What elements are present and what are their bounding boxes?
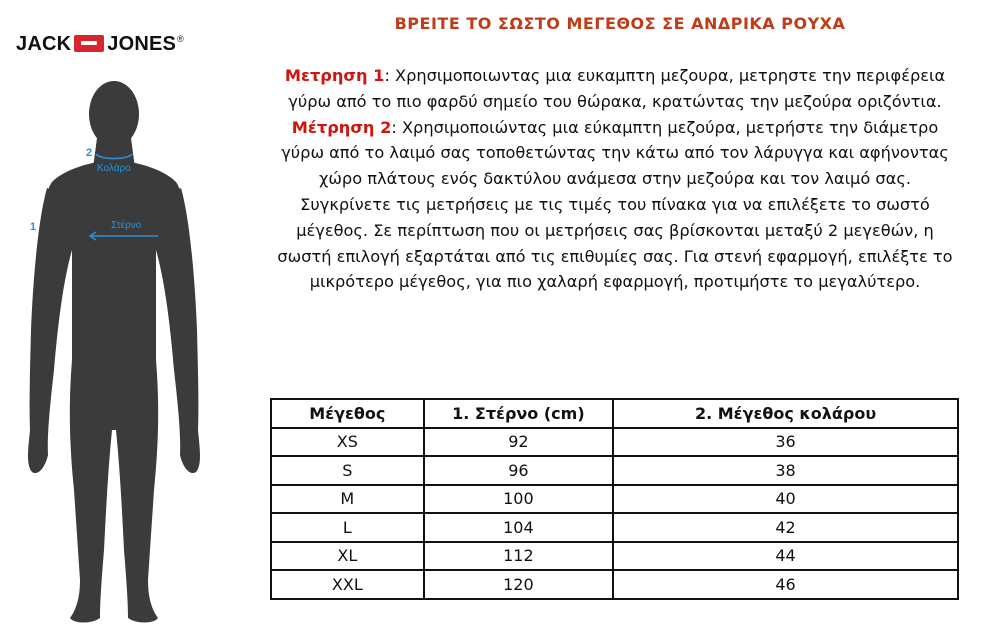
brand-logo	[16, 32, 184, 56]
cell-chest: 92	[424, 428, 613, 457]
header-collar: 2. Μέγεθος κολάρου	[613, 399, 958, 428]
cell-chest: 104	[424, 513, 613, 542]
table-row	[271, 428, 958, 457]
measurement-1-paragraph	[270, 63, 960, 115]
cell-chest: 100	[424, 485, 613, 514]
collar-label: Κολάρο	[97, 163, 131, 174]
header-chest: 1. Στέρνο (cm)	[424, 399, 613, 428]
table-header-row	[271, 399, 958, 428]
cell-size: S	[271, 456, 424, 485]
table-row	[271, 485, 958, 514]
cell-chest: 120	[424, 570, 613, 599]
cell-collar: 38	[613, 456, 958, 485]
measurement-instructions	[270, 63, 960, 295]
brand-logo-left: JACK	[16, 32, 72, 55]
size-table	[270, 398, 959, 600]
measurement-2-text: : Χρησιμοποιώντας μια εύκαμπτη μεζούρα, μετρήστε την διάμετρο γύρω από το λαιμό σας τοποθετώντας την κάτω από τον λάρυγγα και αφήνοντας χώρο πλάτους ενός δακτύλου ανάμεσα στην μεζούρα και τον λαιμό σας.	[281, 117, 949, 189]
cell-collar: 44	[613, 542, 958, 571]
table-row	[271, 542, 958, 571]
table-row	[271, 513, 958, 542]
cell-collar: 36	[613, 428, 958, 457]
cell-size: M	[271, 485, 424, 514]
measurement-1-text: : Χρησιμοποιωντας μια ευκαμπτη μεζουρα, μετρηστε την περιφέρεια γύρω από το πιο φαρδύ σημείο του θώρακα, κρατώντας την μεζούρα οριζόντια.	[288, 66, 946, 111]
measurement-2-paragraph	[270, 115, 960, 192]
cell-size: XL	[271, 542, 424, 571]
chest-label: Στέρνο	[111, 220, 142, 231]
page-title: ΒΡΕΙΤΕ ΤΟ ΣΩΣΤΟ ΜΕΓΕΘΟΣ ΣΕ ΑΝΔΡΙΚΑ ΡΟΥΧΑ	[394, 14, 846, 33]
cell-collar: 40	[613, 485, 958, 514]
measurement-2-label: Μέτρηση 2	[291, 117, 392, 137]
brand-logo-mark	[74, 35, 104, 52]
table-row	[271, 456, 958, 485]
cell-chest: 96	[424, 456, 613, 485]
registered-mark: ®	[177, 34, 184, 44]
cell-size: XXL	[271, 570, 424, 599]
chest-number: 1	[30, 221, 37, 233]
compare-paragraph: Συγκρίνετε τις μετρήσεις με τις τιμές του πίνακα για να επιλέξετε το σωστό μέγεθος. Σε περίπτωση που οι μετρήσεις σας βρίσκονται μεταξύ 2 μεγεθών, η σωστή επιλογή εξαρτάται από τις επιθυμίες σας. Για στενή εφαρμογή, επιλέξτε το μικρότερο μέγεθος, για πιο χαλαρή εφαρμογή, προτιμήστε το μεγαλύτερο.	[277, 194, 953, 292]
cell-size: XS	[271, 428, 424, 457]
cell-chest: 112	[424, 542, 613, 571]
body-silhouette-figure	[0, 70, 250, 630]
header-size: Μέγεθος	[271, 399, 424, 428]
collar-number: 2	[86, 147, 93, 159]
cell-collar: 46	[613, 570, 958, 599]
measurement-1-label: Μετρηση 1	[284, 66, 385, 85]
cell-size: L	[271, 513, 424, 542]
table-row	[271, 570, 958, 599]
cell-collar: 42	[613, 513, 958, 542]
brand-logo-right: JONES	[107, 32, 177, 55]
